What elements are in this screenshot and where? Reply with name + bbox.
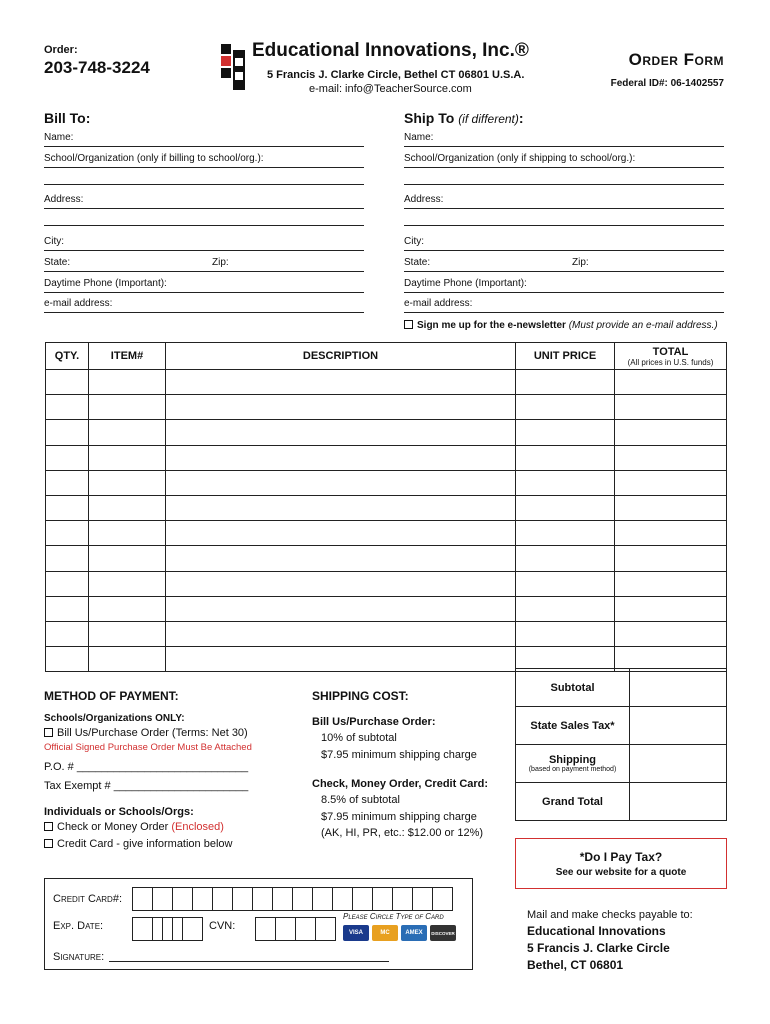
ship-school-field[interactable]: School/Organization (only if shipping to school/org.): (404, 153, 724, 168)
total-cell[interactable] (615, 470, 727, 495)
card-number-cell[interactable] (292, 887, 313, 911)
card-number-cell[interactable] (432, 887, 453, 911)
sales-tax-value[interactable] (630, 707, 727, 745)
totals-table (515, 668, 727, 821)
bill-phone-field[interactable]: Daytime Phone (Important): (44, 278, 364, 293)
qty-cell[interactable] (46, 521, 89, 546)
form-title: Order Form (628, 50, 724, 69)
unit-price-cell[interactable] (516, 470, 615, 495)
bill-name-field[interactable]: Name: (44, 132, 364, 147)
grand-total-label: Grand Total (516, 783, 630, 821)
subtotal-label: Subtotal (516, 669, 630, 707)
total-cell[interactable] (615, 521, 727, 546)
unit-price-cell[interactable] (516, 495, 615, 520)
description-cell[interactable] (166, 647, 516, 672)
po-number-field[interactable]: P.O. # ____________________________ (44, 761, 249, 773)
card-number-cell[interactable] (372, 887, 393, 911)
description-cell[interactable] (166, 495, 516, 520)
bill-address-line[interactable] (44, 225, 364, 226)
circle-card-label: Please Circle Type of Card (343, 912, 444, 921)
newsletter-note: (Must provide an e-mail address.) (568, 320, 718, 331)
discover-card-icon[interactable]: DISCOVER (430, 925, 456, 941)
mail-city: Bethel, CT 06801 (527, 958, 624, 972)
card-number-cell[interactable] (392, 887, 413, 911)
qty-cell[interactable] (46, 495, 89, 520)
total-cell[interactable] (615, 370, 727, 395)
grand-total-value[interactable] (630, 783, 727, 821)
check-checkbox[interactable] (44, 822, 53, 831)
card-number-cell[interactable] (172, 887, 193, 911)
visa-card-icon[interactable]: VISA (343, 925, 369, 941)
credit-card-option[interactable] (44, 838, 232, 850)
item-cell[interactable] (89, 470, 166, 495)
total-cell[interactable] (615, 445, 727, 470)
ship-to-colon: : (518, 110, 524, 126)
card-number-cell[interactable] (412, 887, 433, 911)
qty-cell[interactable] (46, 647, 89, 672)
schools-heading: Schools/Organizations ONLY: (44, 713, 185, 724)
company-email: e-mail: info@TeacherSource.com (309, 83, 472, 95)
check-option[interactable] (44, 821, 224, 833)
description-cell[interactable] (166, 546, 516, 571)
bill-po-checkbox[interactable] (44, 728, 53, 737)
ship-state-field[interactable]: State: (404, 257, 569, 272)
ship-email-field[interactable]: e-mail address: (404, 298, 724, 313)
card-types[interactable] (343, 925, 456, 941)
shipping-label-note: (based on payment method) (528, 766, 617, 773)
table-row (46, 621, 727, 646)
item-cell[interactable] (89, 621, 166, 646)
bill-address-field[interactable]: Address: (44, 194, 364, 209)
total-cell[interactable] (615, 621, 727, 646)
table-row (46, 445, 727, 470)
col-description: DESCRIPTION (166, 343, 516, 370)
ship-school-line[interactable] (404, 184, 724, 185)
table-row (46, 470, 727, 495)
qty-cell[interactable] (46, 370, 89, 395)
total-cell[interactable] (615, 495, 727, 520)
unit-price-cell[interactable] (516, 546, 615, 571)
ship-zip-field[interactable] (569, 257, 724, 272)
subtotal-value[interactable] (630, 669, 727, 707)
col-total (615, 343, 727, 370)
tax-exempt-field[interactable]: Tax Exempt # ______________________ (44, 780, 249, 792)
table-row (46, 495, 727, 520)
cvn-cell[interactable] (315, 917, 336, 941)
items-table (45, 342, 727, 672)
table-row (46, 420, 727, 445)
card-number-cell[interactable] (272, 887, 293, 911)
description-cell[interactable] (166, 445, 516, 470)
col-item: ITEM# (89, 343, 166, 370)
ship-zip-label: Zip: (572, 257, 589, 268)
item-cell[interactable] (89, 521, 166, 546)
ship-name-field[interactable]: Name: (404, 132, 724, 147)
unit-price-cell[interactable] (516, 571, 615, 596)
bill-city-field[interactable]: City: (44, 236, 364, 251)
description-cell[interactable] (166, 370, 516, 395)
col-total-label: TOTAL (652, 345, 689, 358)
cvn-label: CVN: (209, 920, 236, 932)
table-row (46, 370, 727, 395)
ship-bill-minimum: $7.95 minimum shipping charge (321, 749, 477, 761)
qty-cell[interactable] (46, 395, 89, 420)
ship-phone-field[interactable]: Daytime Phone (Important): (404, 278, 724, 293)
exp-cell[interactable] (182, 917, 203, 941)
individuals-heading: Individuals or Schools/Orgs: (44, 806, 194, 818)
shipping-label (516, 745, 630, 783)
credit-card-checkbox[interactable] (44, 839, 53, 848)
table-row (46, 395, 727, 420)
item-cell[interactable] (89, 571, 166, 596)
payment-heading: METHOD OF PAYMENT: (44, 689, 179, 703)
ship-to-heading (404, 110, 524, 126)
bill-school-line[interactable] (44, 184, 364, 185)
item-cell[interactable] (89, 546, 166, 571)
card-number-cell[interactable] (352, 887, 373, 911)
item-cell[interactable] (89, 395, 166, 420)
ship-bill-rate: 10% of subtotal (321, 732, 397, 744)
cvn-cell[interactable] (255, 917, 276, 941)
mail-street: 5 Francis J. Clarke Circle (527, 941, 670, 955)
card-number-cell[interactable] (212, 887, 233, 911)
order-phone: 203-748-3224 (44, 58, 150, 77)
qty-cell[interactable] (46, 596, 89, 621)
ship-city-field[interactable]: City: (404, 236, 724, 251)
description-cell[interactable] (166, 420, 516, 445)
mail-name: Educational Innovations (527, 924, 666, 938)
bill-state-field[interactable]: State: (44, 257, 209, 272)
credit-card-box (44, 878, 473, 970)
card-number-cell[interactable] (332, 887, 353, 911)
ship-bill-heading: Bill Us/Purchase Order: (312, 716, 436, 728)
description-cell[interactable] (166, 395, 516, 420)
bill-zip-label: Zip: (212, 257, 229, 268)
newsletter-label: Sign me up for the e-newsletter (417, 320, 566, 331)
card-number-cell[interactable] (152, 887, 173, 911)
item-cell[interactable] (89, 495, 166, 520)
card-number-cell[interactable] (232, 887, 253, 911)
credit-card-label: Credit Card - give information below (57, 838, 233, 850)
newsletter-option[interactable] (404, 320, 718, 331)
qty-cell[interactable] (46, 621, 89, 646)
unit-price-cell[interactable] (516, 621, 615, 646)
description-cell[interactable] (166, 470, 516, 495)
shipping-value[interactable] (630, 745, 727, 783)
mastercard-card-icon[interactable]: MC (372, 925, 398, 941)
exp-cell[interactable] (132, 917, 153, 941)
ship-address-line[interactable] (404, 225, 724, 226)
ship-check-remote: (AK, HI, PR, etc.: $12.00 or 12%) (321, 827, 484, 839)
description-cell[interactable] (166, 621, 516, 646)
description-cell[interactable] (166, 521, 516, 546)
card-number-cell[interactable] (312, 887, 333, 911)
bill-zip-field[interactable] (209, 257, 364, 272)
card-number-cells[interactable] (132, 887, 452, 911)
unit-price-cell[interactable] (516, 420, 615, 445)
amex-card-icon[interactable]: AMEX (401, 925, 427, 941)
total-cell[interactable] (615, 546, 727, 571)
unit-price-cell[interactable] (516, 521, 615, 546)
check-label: Check or Money Order (57, 821, 169, 833)
ship-check-heading: Check, Money Order, Credit Card: (312, 778, 489, 790)
table-row (46, 546, 727, 571)
exp-cell[interactable] (162, 917, 183, 941)
federal-id: Federal ID#: 06-1402557 (610, 78, 724, 89)
total-cell[interactable] (615, 395, 727, 420)
ship-check-rate: 8.5% of subtotal (321, 794, 400, 806)
bill-po-label: Bill Us/Purchase Order (Terms: Net 30) (57, 727, 248, 739)
card-number-cell[interactable] (132, 887, 153, 911)
table-row (46, 571, 727, 596)
sales-tax-label: State Sales Tax* (516, 707, 630, 745)
card-number-label: Credit Card#: (53, 893, 123, 905)
total-cell[interactable] (615, 571, 727, 596)
cvn-cell[interactable] (295, 917, 316, 941)
item-cell[interactable] (89, 445, 166, 470)
signature-label: Signature: (53, 951, 105, 963)
unit-price-cell[interactable] (516, 445, 615, 470)
tax-info-box (515, 838, 727, 889)
card-number-cell[interactable] (252, 887, 273, 911)
bill-to-heading: Bill To: (44, 110, 91, 126)
qty-cell[interactable] (46, 571, 89, 596)
signature-line[interactable] (109, 961, 389, 962)
company-address: 5 Francis J. Clarke Circle, Bethel CT 06801 U.S.A. (267, 69, 525, 81)
total-cell[interactable] (615, 420, 727, 445)
exp-year-cells[interactable] (162, 917, 202, 941)
bill-school-field[interactable]: School/Organization (only if billing to school/org.): (44, 153, 364, 168)
mail-intro: Mail and make checks payable to: (527, 909, 693, 921)
newsletter-checkbox[interactable] (404, 320, 413, 329)
ship-check-minimum: $7.95 minimum shipping charge (321, 811, 477, 823)
table-row (46, 521, 727, 546)
company-logo-icon (221, 44, 245, 90)
qty-cell[interactable] (46, 420, 89, 445)
ship-to-note: (if different) (458, 112, 519, 126)
card-number-cell[interactable] (192, 887, 213, 911)
po-note: Official Signed Purchase Order Must Be Attached (44, 742, 252, 753)
exp-date-label: Exp. Date: (53, 920, 104, 932)
col-unit-price: UNIT PRICE (516, 343, 615, 370)
col-total-note: (All prices in U.S. funds) (627, 357, 714, 367)
order-label: Order: (44, 44, 78, 56)
qty-cell[interactable] (46, 445, 89, 470)
description-cell[interactable] (166, 596, 516, 621)
description-cell[interactable] (166, 571, 516, 596)
tax-question: *Do I Pay Tax? (579, 850, 663, 864)
item-cell[interactable] (89, 647, 166, 672)
qty-cell[interactable] (46, 546, 89, 571)
unit-price-cell[interactable] (516, 370, 615, 395)
ship-to-title: Ship To (404, 110, 455, 126)
bill-email-field[interactable]: e-mail address: (44, 298, 364, 313)
col-qty: QTY. (46, 343, 89, 370)
item-cell[interactable] (89, 420, 166, 445)
company-name: Educational Innovations, Inc.® (252, 40, 529, 61)
qty-cell[interactable] (46, 470, 89, 495)
shipping-heading: SHIPPING COST: (312, 689, 409, 703)
check-note: (Enclosed) (171, 821, 224, 833)
table-row (46, 596, 727, 621)
item-cell[interactable] (89, 370, 166, 395)
unit-price-cell[interactable] (516, 395, 615, 420)
ship-address-field[interactable]: Address: (404, 194, 724, 209)
item-cell[interactable] (89, 596, 166, 621)
cvn-cell[interactable] (275, 917, 296, 941)
shipping-label-text: Shipping (548, 754, 597, 766)
bill-po-option[interactable] (44, 727, 248, 739)
mail-to-block (527, 909, 693, 972)
cvn-cells[interactable] (255, 917, 335, 941)
unit-price-cell[interactable] (516, 596, 615, 621)
tax-website-note: See our website for a quote (555, 867, 687, 878)
total-cell[interactable] (615, 596, 727, 621)
